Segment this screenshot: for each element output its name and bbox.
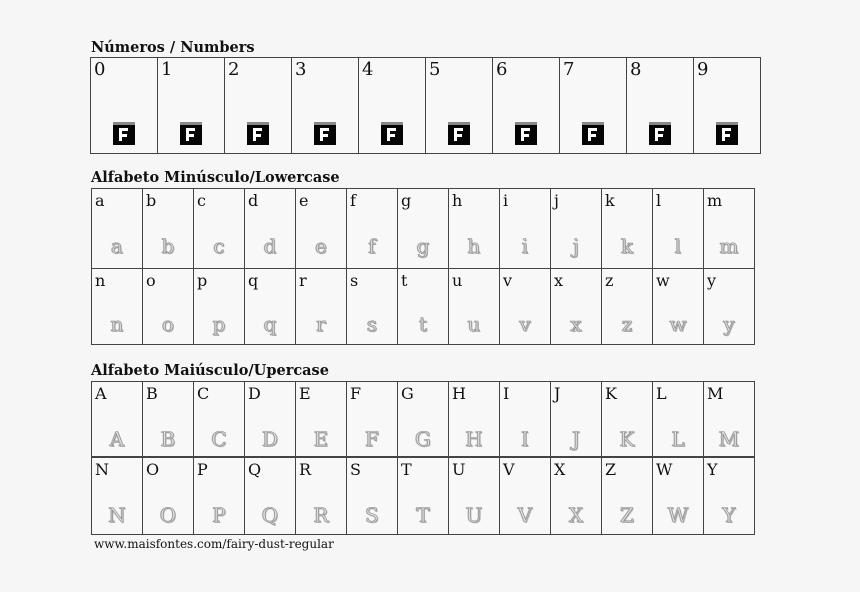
glyph-sample: P [212, 503, 226, 527]
glyph-cell-9 [693, 57, 761, 154]
glyph-cell-j [550, 188, 602, 269]
glyph-cell-r [295, 268, 347, 345]
glyph-sample: B [160, 427, 176, 451]
glyph-label: r [299, 271, 307, 290]
glyph-label: i [503, 191, 509, 210]
glyph-label: o [146, 271, 156, 290]
glyph-sample: q [263, 312, 277, 336]
glyph-label: c [197, 191, 206, 210]
glyph-sample: W [667, 503, 689, 527]
glyph-sample: x [570, 312, 582, 336]
glyph-cell-8 [626, 57, 694, 154]
glyph-label: D [248, 384, 261, 403]
glyph-cell-u [448, 268, 500, 345]
glyph-label: 7 [563, 59, 575, 80]
glyph-cell-M [703, 381, 755, 457]
glyph-label: x [554, 271, 564, 290]
glyph-label: a [95, 191, 105, 210]
glyph-sample: e [315, 234, 327, 258]
missing-glyph-icon [180, 122, 202, 145]
missing-glyph-icon [314, 122, 336, 145]
glyph-cell-J [550, 381, 602, 457]
glyph-label: y [707, 271, 717, 290]
glyph-sample: Y [722, 503, 736, 527]
glyph-cell-1 [157, 57, 225, 154]
glyph-cell-x [550, 268, 602, 345]
glyph-cell-Y [703, 457, 755, 535]
glyph-label: F [350, 384, 362, 403]
glyph-label: 4 [362, 59, 374, 80]
glyph-label: m [707, 191, 723, 210]
glyph-cell-I [499, 381, 551, 457]
glyph-sample: J [571, 427, 581, 451]
missing-glyph-icon [113, 122, 135, 145]
glyph-sample: p [212, 312, 226, 336]
glyph-label: X [554, 460, 566, 479]
glyph-cell-s [346, 268, 398, 345]
missing-glyph-icon [515, 122, 537, 145]
glyph-label: C [197, 384, 210, 403]
uppercase-title: Alfabeto Maiúsculo/Upercase [91, 362, 329, 379]
glyph-cell-H [448, 381, 500, 457]
glyph-cell-W [652, 457, 704, 535]
glyph-cell-a [91, 188, 143, 269]
glyph-sample: u [467, 312, 481, 336]
glyph-label: Y [707, 460, 718, 479]
glyph-sample: Q [261, 503, 279, 527]
glyph-sample: R [313, 503, 329, 527]
glyph-cell-y [703, 268, 755, 345]
glyph-sample: a [111, 234, 123, 258]
glyph-label: T [401, 460, 412, 479]
glyph-sample: Z [620, 503, 634, 527]
glyph-cell-N [91, 457, 143, 535]
missing-glyph-icon [716, 122, 738, 145]
glyph-sample: i [521, 234, 529, 258]
glyph-label: Q [248, 460, 262, 479]
glyph-label: 9 [697, 59, 709, 80]
glyph-label: M [707, 384, 724, 403]
glyph-label: 6 [496, 59, 508, 80]
glyph-cell-D [244, 381, 296, 457]
glyph-cell-w [652, 268, 704, 345]
glyph-label: q [248, 271, 259, 290]
glyph-sample: o [161, 312, 175, 336]
glyph-cell-K [601, 381, 653, 457]
glyph-label: U [452, 460, 466, 479]
glyph-label: 0 [94, 59, 106, 80]
glyph-sample: L [671, 427, 685, 451]
glyph-cell-O [142, 457, 194, 535]
glyph-cell-5 [425, 57, 493, 154]
glyph-label: 8 [630, 59, 642, 80]
glyph-cell-c [193, 188, 245, 269]
numbers-title: Números / Numbers [91, 39, 255, 56]
glyph-sample: O [159, 503, 177, 527]
glyph-cell-R [295, 457, 347, 535]
glyph-label: j [554, 191, 559, 210]
glyph-cell-o [142, 268, 194, 345]
glyph-sample: M [718, 427, 740, 451]
glyph-label: K [605, 384, 617, 403]
glyph-label: g [401, 191, 412, 210]
glyph-label: S [350, 460, 361, 479]
glyph-sample: r [316, 312, 326, 336]
uppercase-grid-row-2 [91, 457, 755, 535]
glyph-sample: z [621, 312, 633, 336]
glyph-sample: j [572, 234, 580, 258]
glyph-cell-z [601, 268, 653, 345]
glyph-label: W [656, 460, 673, 479]
glyph-label: B [146, 384, 158, 403]
missing-glyph-icon [582, 122, 604, 145]
glyph-label: n [95, 271, 106, 290]
glyph-sample: v [519, 312, 531, 336]
glyph-cell-f [346, 188, 398, 269]
glyph-label: u [452, 271, 463, 290]
glyph-label: z [605, 271, 614, 290]
glyph-cell-e [295, 188, 347, 269]
glyph-label: b [146, 191, 157, 210]
glyph-cell-E [295, 381, 347, 457]
glyph-sample: g [416, 234, 430, 258]
glyph-cell-Q [244, 457, 296, 535]
glyph-cell-q [244, 268, 296, 345]
glyph-label: l [656, 191, 662, 210]
glyph-label: J [554, 384, 561, 403]
glyph-label: Z [605, 460, 617, 479]
glyph-label: O [146, 460, 160, 479]
glyph-sample: G [415, 427, 431, 451]
glyph-sample: T [416, 503, 430, 527]
lowercase-title: Alfabeto Minúsculo/Lowercase [91, 169, 340, 186]
glyph-cell-T [397, 457, 449, 535]
glyph-label: 2 [228, 59, 240, 80]
glyph-sample: w [669, 312, 687, 336]
glyph-label: f [350, 191, 356, 210]
glyph-sample: E [313, 427, 329, 451]
missing-glyph-icon [247, 122, 269, 145]
glyph-cell-2 [224, 57, 292, 154]
glyph-cell-l [652, 188, 704, 269]
glyph-label: e [299, 191, 309, 210]
glyph-sample: U [465, 503, 483, 527]
glyph-cell-A [91, 381, 143, 457]
glyph-cell-3 [291, 57, 359, 154]
glyph-sample: D [261, 427, 279, 451]
glyph-cell-V [499, 457, 551, 535]
glyph-cell-X [550, 457, 602, 535]
glyph-cell-0 [90, 57, 158, 154]
glyph-sample: d [263, 234, 277, 258]
missing-glyph-icon [381, 122, 403, 145]
glyph-sample: H [465, 427, 483, 451]
glyph-sample: h [467, 234, 481, 258]
glyph-label: p [197, 271, 208, 290]
glyph-label: I [503, 384, 510, 403]
glyph-label: v [503, 271, 513, 290]
glyph-cell-C [193, 381, 245, 457]
glyph-sample: K [619, 427, 635, 451]
glyph-sample: c [213, 234, 225, 258]
glyph-cell-6 [492, 57, 560, 154]
glyph-label: V [503, 460, 515, 479]
glyph-sample: n [110, 312, 124, 336]
glyph-cell-G [397, 381, 449, 457]
glyph-sample: b [161, 234, 175, 258]
glyph-label: d [248, 191, 259, 210]
missing-glyph-icon [448, 122, 470, 145]
source-url[interactable]: www.maisfontes.com/fairy-dust-regular [94, 537, 334, 551]
glyph-sample: S [365, 503, 379, 527]
glyph-cell-B [142, 381, 194, 457]
glyph-label: P [197, 460, 208, 479]
glyph-cell-m [703, 188, 755, 269]
glyph-sample: N [108, 503, 126, 527]
lowercase-grid-row-2 [91, 268, 755, 345]
glyph-sample: y [723, 312, 735, 336]
glyph-cell-b [142, 188, 194, 269]
glyph-label: H [452, 384, 466, 403]
glyph-cell-U [448, 457, 500, 535]
glyph-cell-d [244, 188, 296, 269]
lowercase-grid-row-1 [91, 188, 755, 269]
glyph-cell-t [397, 268, 449, 345]
glyph-sample: k [620, 234, 634, 258]
numbers-grid [90, 57, 761, 154]
glyph-sample: t [418, 312, 428, 336]
glyph-cell-Z [601, 457, 653, 535]
glyph-cell-7 [559, 57, 627, 154]
glyph-label: 1 [161, 59, 173, 80]
glyph-label: G [401, 384, 414, 403]
glyph-cell-L [652, 381, 704, 457]
glyph-label: t [401, 271, 408, 290]
glyph-cell-p [193, 268, 245, 345]
glyph-cell-4 [358, 57, 426, 154]
glyph-label: k [605, 191, 615, 210]
glyph-cell-S [346, 457, 398, 535]
glyph-sample: I [521, 427, 529, 451]
glyph-label: s [350, 271, 359, 290]
glyph-cell-g [397, 188, 449, 269]
missing-glyph-icon [649, 122, 671, 145]
glyph-sample: V [517, 503, 533, 527]
glyph-sample: f [368, 234, 376, 258]
glyph-cell-n [91, 268, 143, 345]
glyph-cell-P [193, 457, 245, 535]
glyph-cell-h [448, 188, 500, 269]
glyph-cell-i [499, 188, 551, 269]
glyph-label: A [95, 384, 107, 403]
glyph-label: L [656, 384, 667, 403]
glyph-sample: A [109, 427, 125, 451]
glyph-label: R [299, 460, 312, 479]
glyph-sample: l [674, 234, 682, 258]
glyph-label: N [95, 460, 109, 479]
glyph-cell-k [601, 188, 653, 269]
glyph-sample: F [365, 427, 379, 451]
glyph-sample: C [211, 427, 227, 451]
glyph-cell-v [499, 268, 551, 345]
glyph-label: 3 [295, 59, 307, 80]
glyph-sample: X [568, 503, 584, 527]
glyph-label: h [452, 191, 463, 210]
glyph-label: w [656, 271, 670, 290]
uppercase-grid-row-1 [91, 381, 755, 457]
glyph-label: 5 [429, 59, 441, 80]
glyph-sample: m [719, 234, 739, 258]
glyph-sample: s [366, 312, 378, 336]
glyph-label: E [299, 384, 311, 403]
glyph-cell-F [346, 381, 398, 457]
